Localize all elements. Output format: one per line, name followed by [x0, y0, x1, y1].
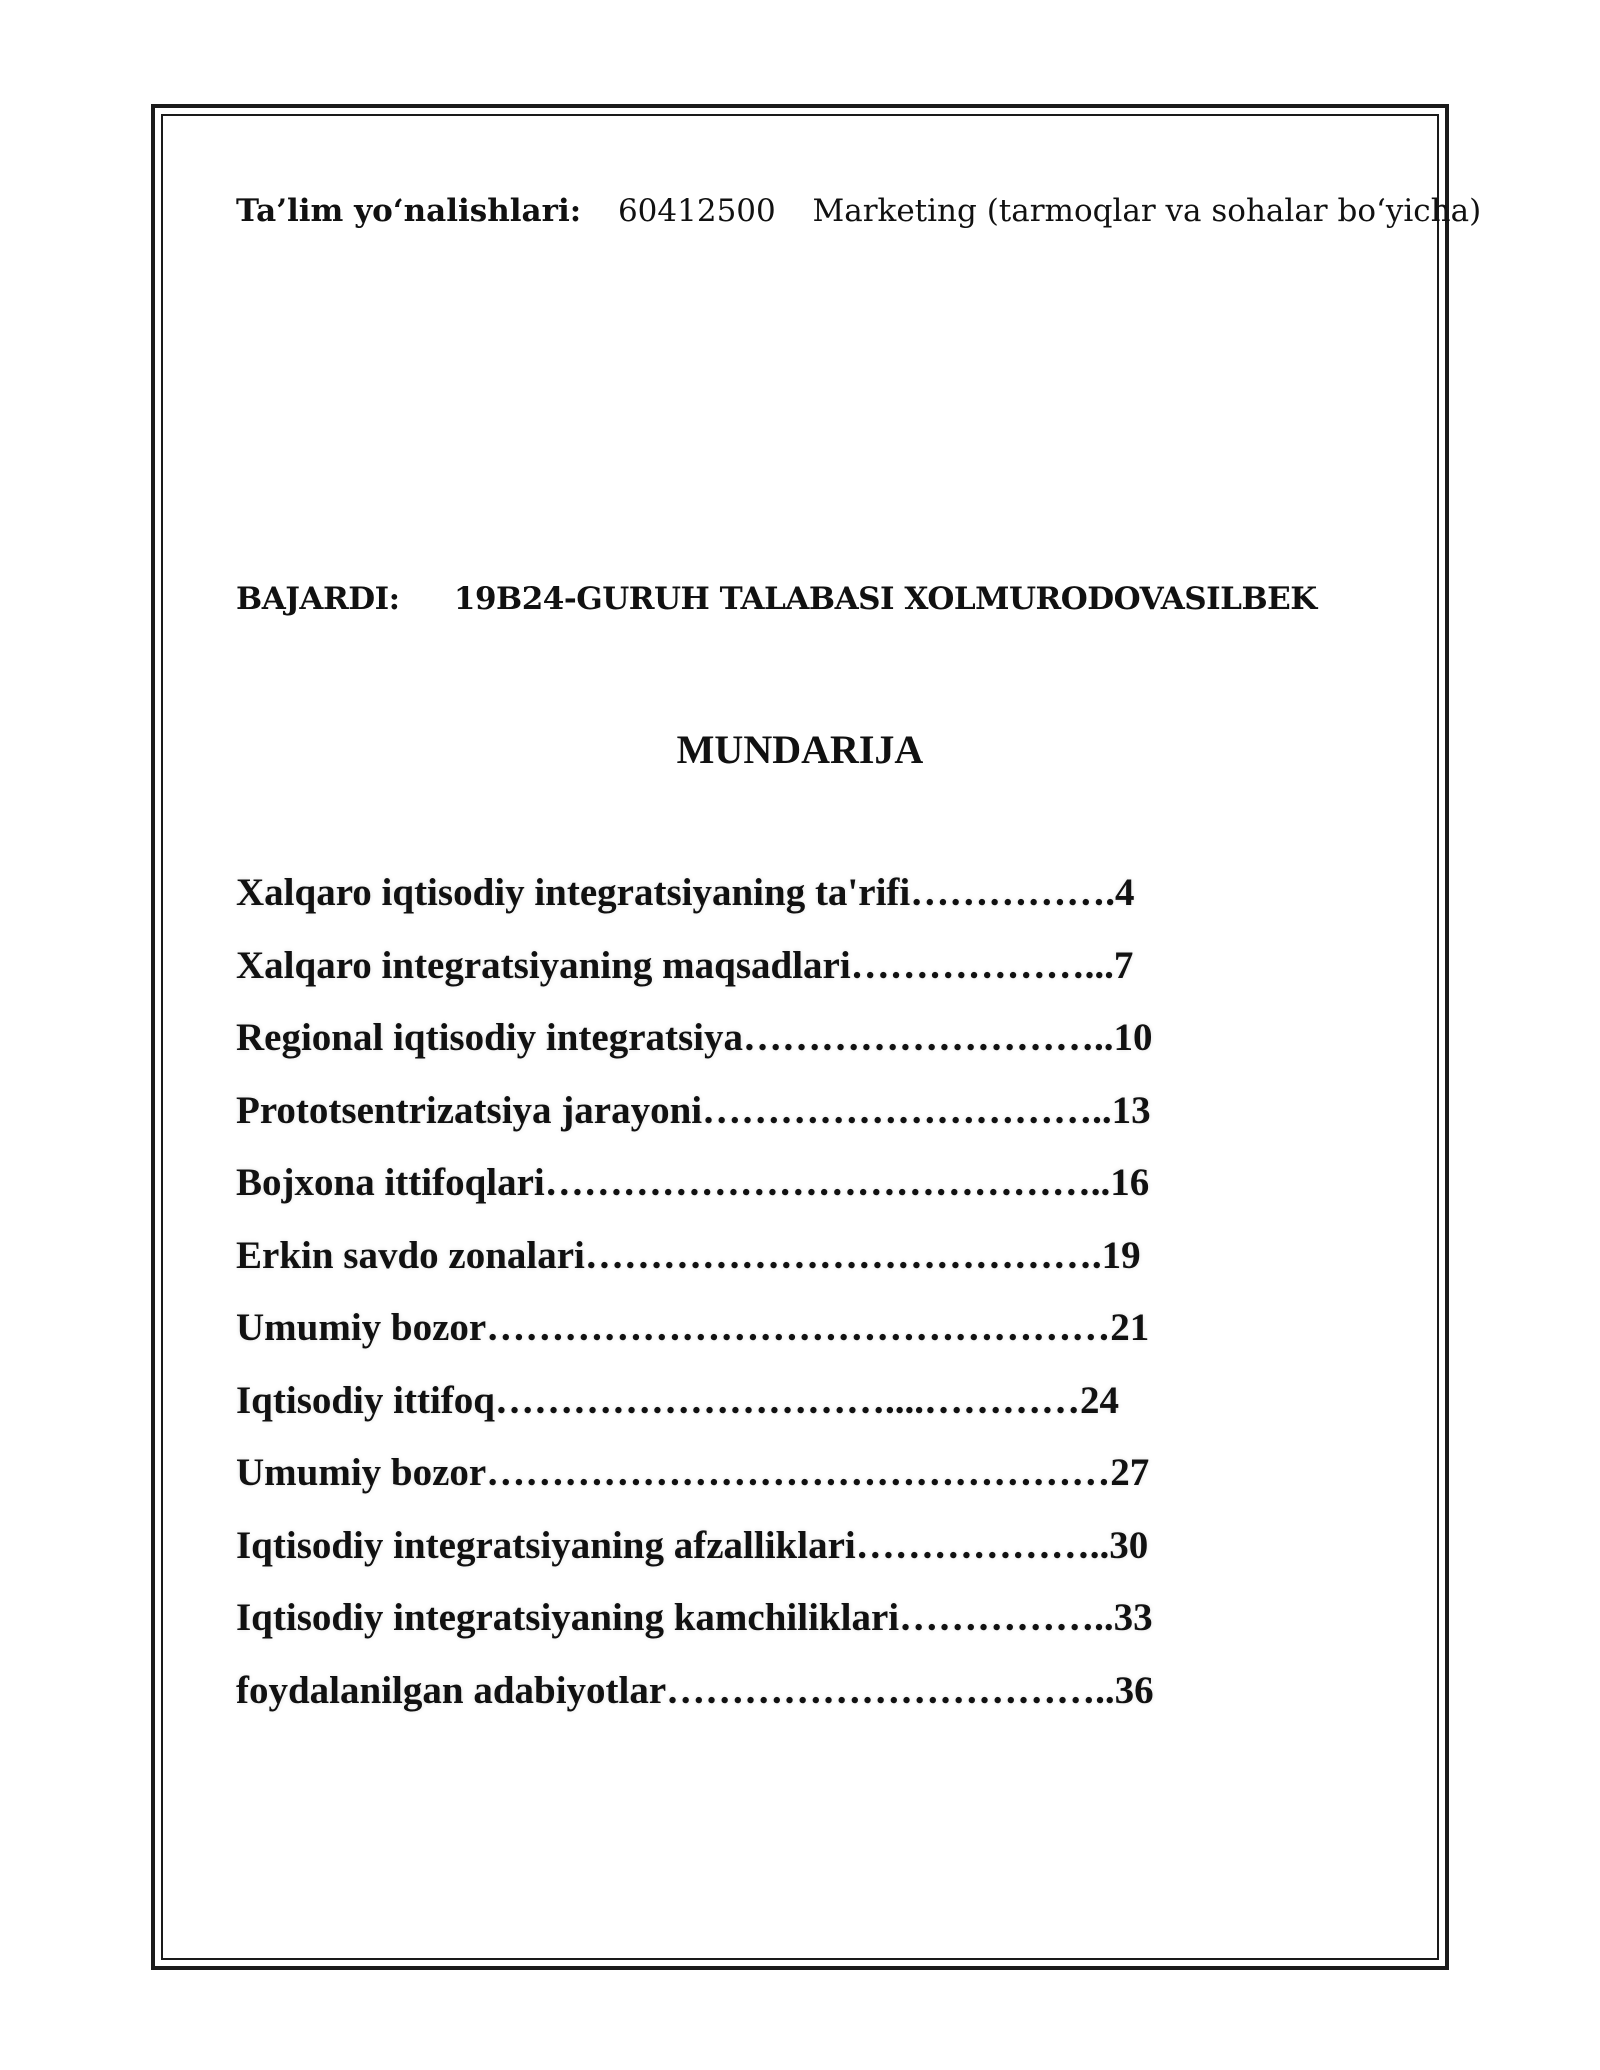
- toc-item: Erkin savdo zonalari………………………………….19: [236, 1233, 1141, 1277]
- performer-line: [236, 578, 1317, 620]
- direction-code: 60412500: [617, 193, 776, 229]
- toc-item: Umumiy bozor…………………………………………27: [236, 1451, 1150, 1494]
- performer-value: 19B24-GURUH TALABASI XOLMURODOVASILBEK: [453, 581, 1317, 617]
- toc-item: Regional iqtisodiy integratsiya………………………..10: [236, 1016, 1153, 1059]
- toc-title: MUNDARIJA: [676, 727, 924, 772]
- toc-item: Xalqaro integratsiyaning maqsadlari………………...7: [236, 943, 1134, 987]
- toc-item: Iqtisodiy integratsiyaning afzalliklari………………..30: [236, 1523, 1149, 1567]
- toc-item: foydalanilgan adabiyotlar……………………………..36: [236, 1668, 1154, 1712]
- table-of-contents: [236, 868, 1154, 1738]
- performer-label: BAJARDI:: [236, 581, 400, 617]
- toc-item: Iqtisodiy ittifoq…………………………....…………24: [236, 1378, 1119, 1422]
- toc-item: Umumiy bozor…………………………………………21: [236, 1306, 1150, 1349]
- direction-name: Marketing (tarmoqlar va sohalar bo‘yicha): [812, 193, 1482, 229]
- toc-item: Prototsentrizatsiya jarayoni…………………………..13: [236, 1088, 1151, 1132]
- direction-label: Ta’lim yo‘nalishlari:: [236, 193, 582, 229]
- toc-item: Bojxona ittifoqlari……………………………………..16: [236, 1161, 1150, 1204]
- toc-item: Xalqaro iqtisodiy integratsiyaning ta'rifi…………….4: [236, 871, 1135, 914]
- toc-item: Iqtisodiy integratsiyaning kamchiliklari……………..33: [236, 1596, 1153, 1639]
- education-direction: [236, 188, 1481, 233]
